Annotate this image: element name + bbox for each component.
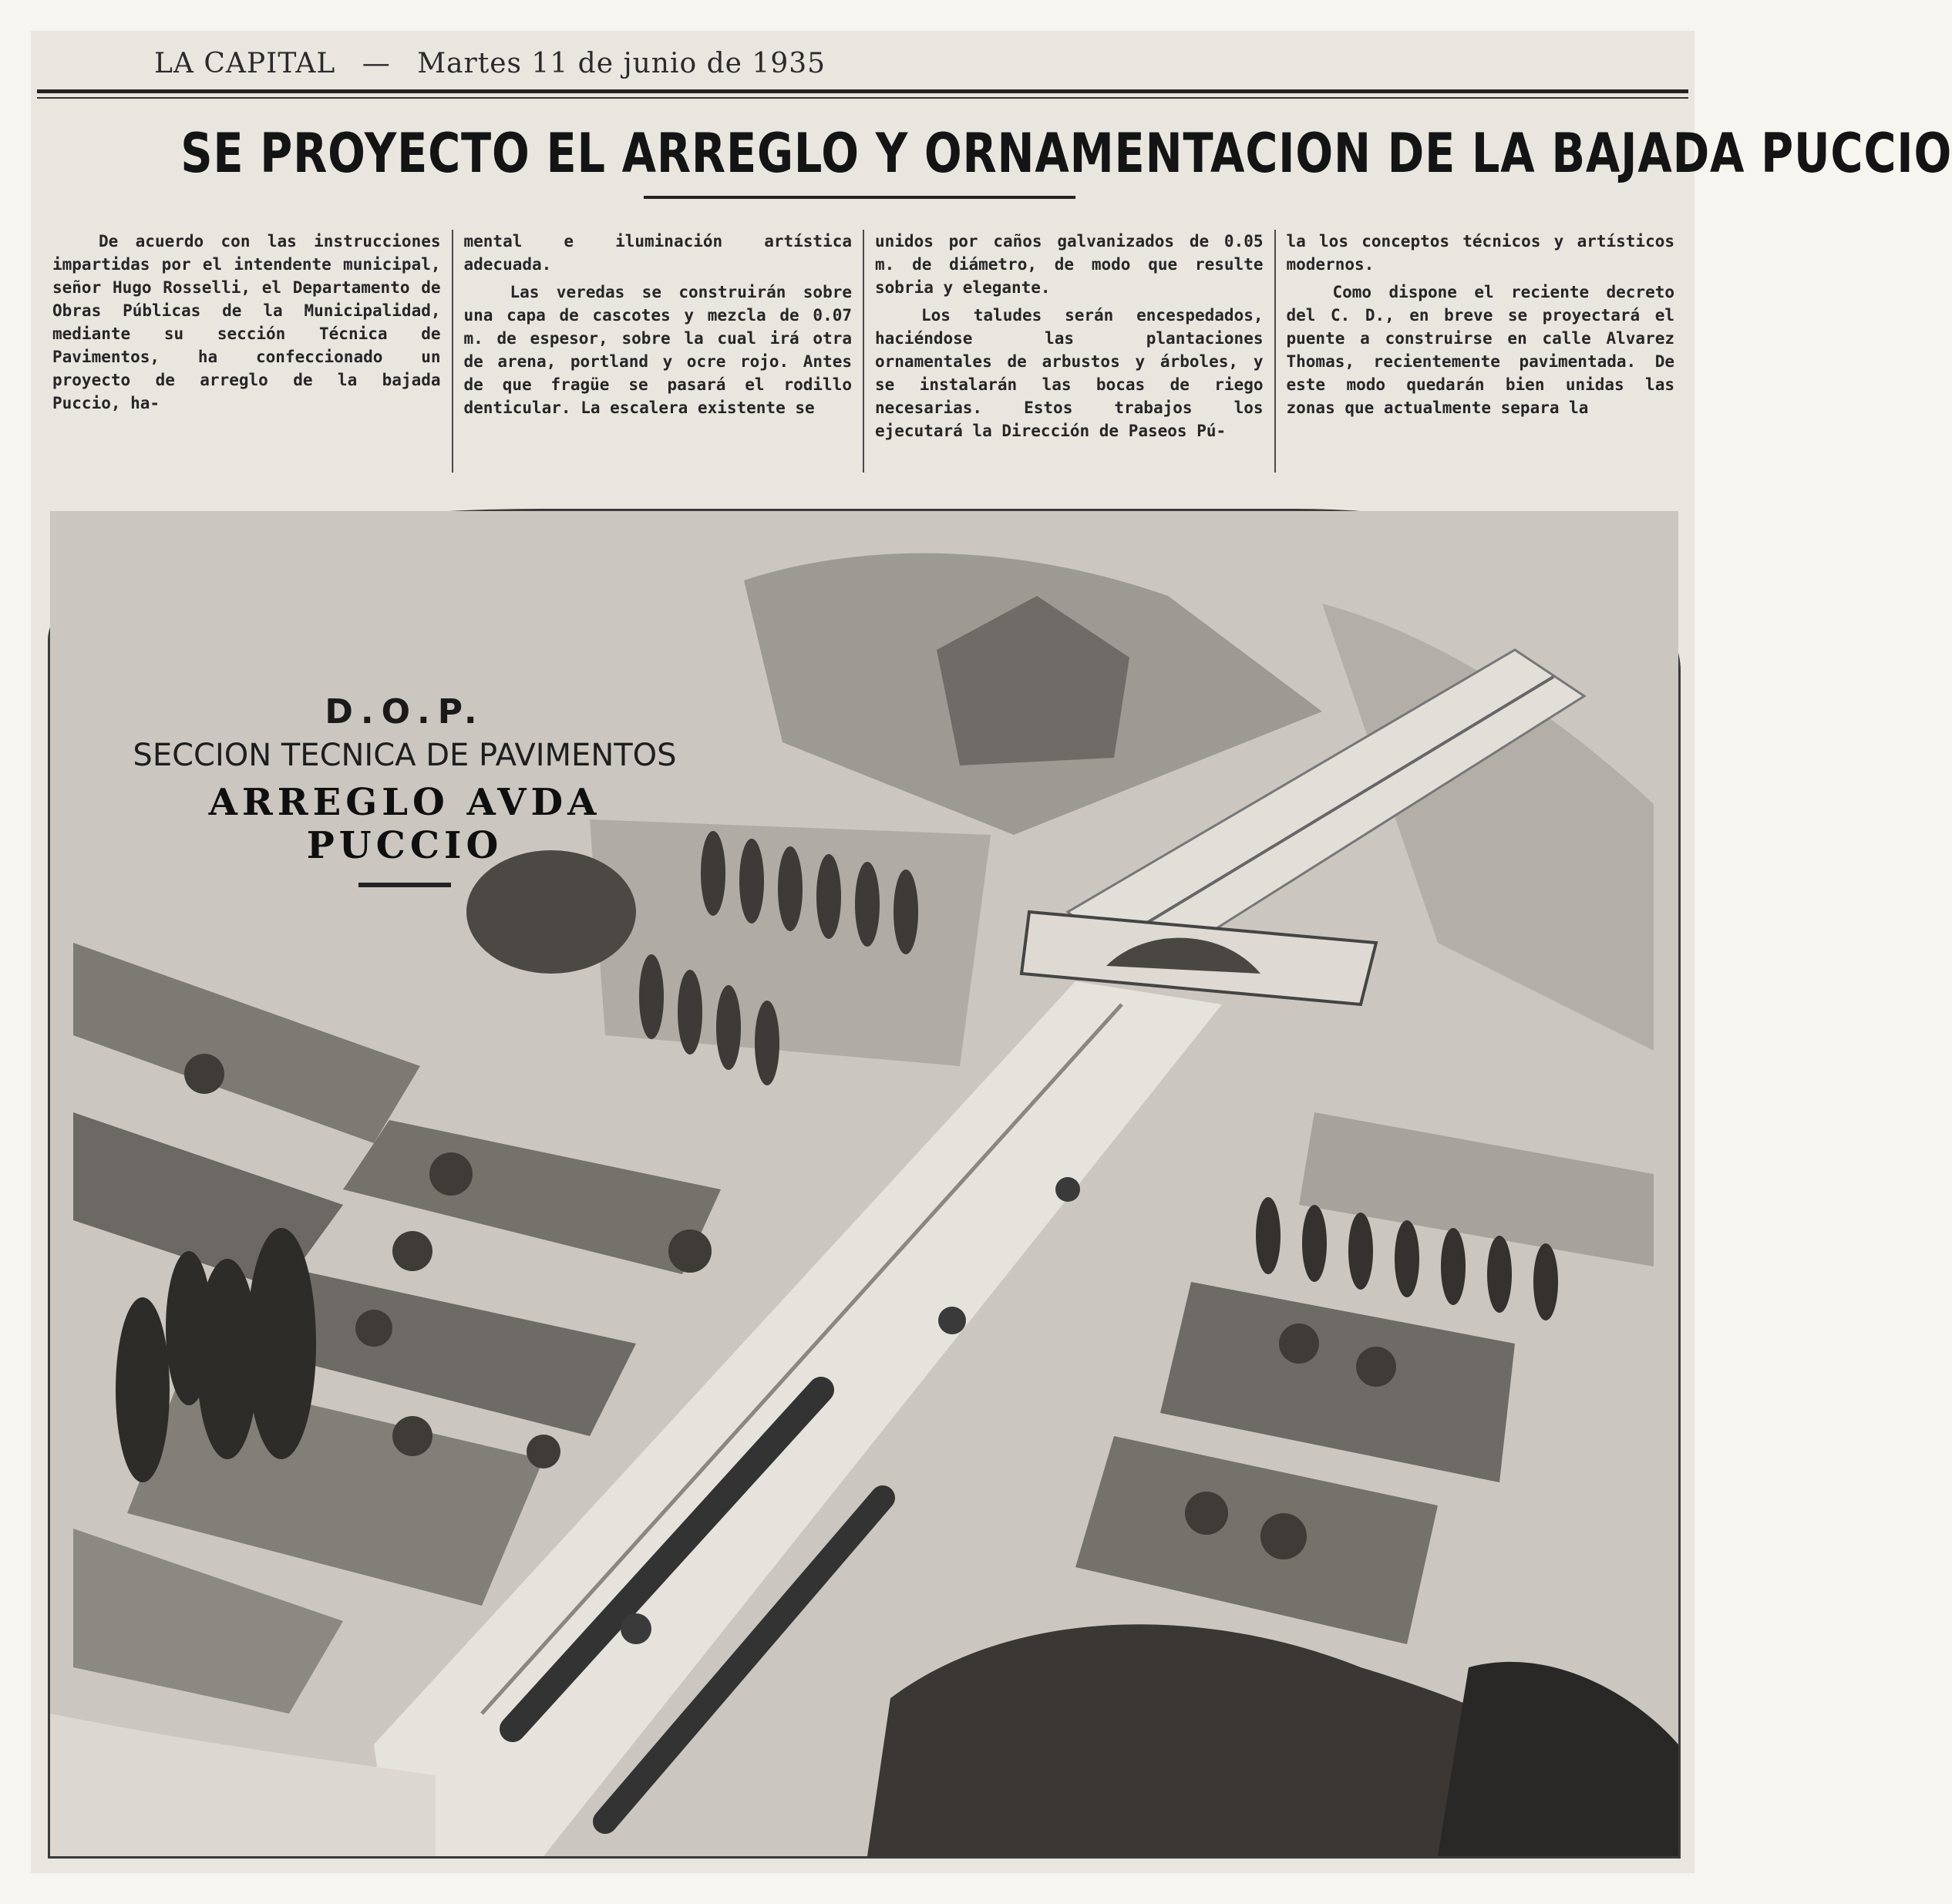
drawing-title-block <box>112 692 698 887</box>
issue-date: Martes 11 de junio de 1935 <box>417 48 826 79</box>
column-paragraph: Como dispone el reciente decreto del C. D., en breve se proyectará el puente a construirse en calle Alvarez Thomas, recientemente pavimentada. De este modo quedarán bien unidas las zonas que actualmente separa la <box>1286 283 1674 417</box>
article-column-3 <box>864 230 1276 473</box>
newspaper-page <box>31 31 1952 1873</box>
column-paragraph: mental e iluminación artística adecuada. <box>463 232 852 274</box>
title-underline <box>358 883 451 887</box>
column-paragraph: la los conceptos técnicos y artísticos modernos. <box>1286 232 1674 274</box>
article-body <box>42 230 1685 473</box>
column-paragraph: De acuerdo con las instrucciones impartidas por el intendente municipal, señor Hugo Rosselli, el Departamento de Obras Públicas de la Municipalidad, mediante su sección Técnica de Pavimentos, ha confeccionado un proyecto de arreglo de la bajada Puccio, ha- <box>52 232 441 412</box>
masthead-rule-thin <box>37 97 1688 99</box>
automobile <box>938 1307 966 1334</box>
article-column-2 <box>453 230 865 473</box>
masthead-separator: — <box>362 48 391 79</box>
aerial-illustration <box>48 509 1681 1859</box>
project-name: ARREGLO AVDA PUCCIO <box>208 781 601 867</box>
column-paragraph: Los taludes serán encespedados, haciéndose las plantaciones ornamentales de arbustos y árboles, y se instalarán las bocas de riego necesarias. Estos trabajos los ejecutará la Dirección de Paseos Pú- <box>875 306 1264 440</box>
article-column-4 <box>1276 230 1686 473</box>
article-column-1 <box>42 230 453 473</box>
automobile <box>621 1613 651 1644</box>
newspaper-name: LA CAPITAL <box>154 48 336 79</box>
article-headline: SE PROYECTO EL ARREGLO Y ORNAMENTACION DE LA BAJADA PUCCIO <box>180 122 1952 185</box>
masthead <box>154 48 843 79</box>
headline-underline <box>644 196 1075 199</box>
office-initials: D.O.P. <box>325 692 485 732</box>
automobile <box>1055 1177 1080 1202</box>
section-name: SECCION TECNICA DE PAVIMENTOS <box>133 738 677 773</box>
column-paragraph: unidos por caños galvanizados de 0.05 m. de diámetro, de modo que resulte sobria y elegante. <box>875 232 1264 297</box>
column-paragraph: Las veredas se construirán sobre una capa de cascotes y mezcla de 0.07 m. de espesor, sobre la cual irá otra de arena, portland y ocre rojo. Antes de que fragüe se pasará el rodillo denticular. La escalera existente se <box>463 283 852 417</box>
masthead-rule <box>37 89 1688 93</box>
